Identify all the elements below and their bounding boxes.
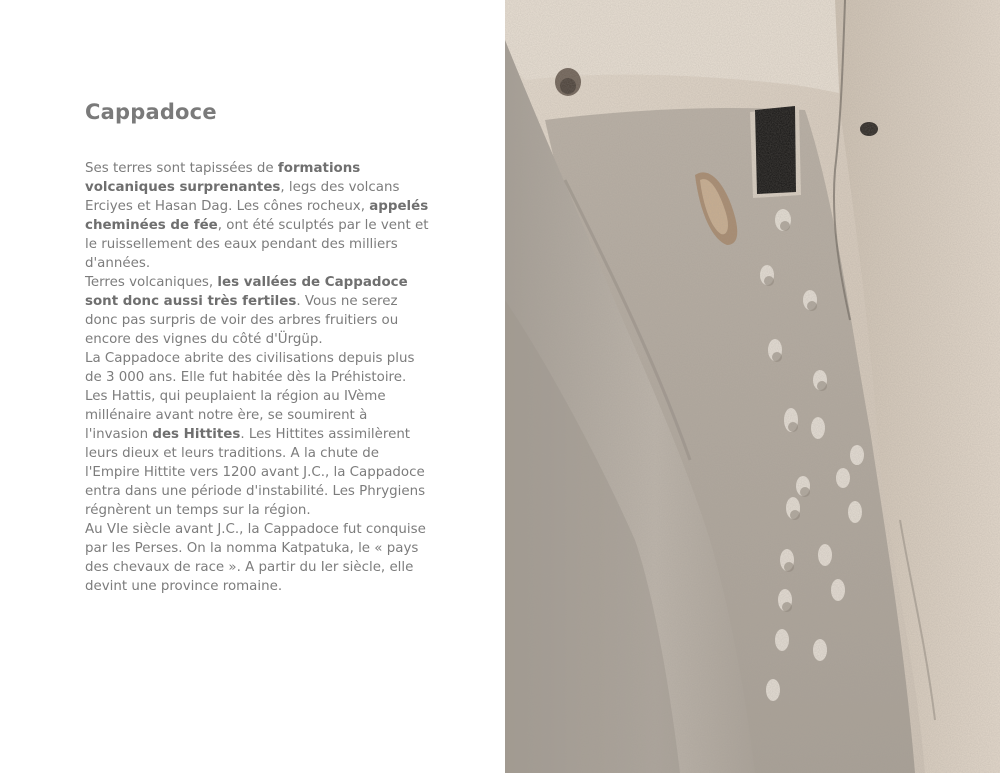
page-title: Cappadoce <box>85 100 217 124</box>
text-run: . Les Hittites assimilèrent leurs dieux et leurs traditions. A la chute de l'Empire Hittite vers 1200 avant J.C., la Cappadoce entra dans une période d'instabilité. Les Phrygiens régnèrent un temps sur la région. <box>85 427 426 518</box>
article-paragraph <box>85 349 430 520</box>
cappadocia-rock-photo <box>505 0 1000 773</box>
text-run: . Vous ne serez donc pas surpris de voir des arbres fruitiers ou encore des vignes du côté d'Ürgüp. <box>85 294 399 347</box>
text-run: , legs des volcans Erciyes et Hasan Dag. Les cônes rocheux, <box>85 180 400 214</box>
article-body <box>85 159 430 596</box>
text-run: Ses terres sont tapissées de <box>85 161 278 176</box>
article-paragraph <box>85 520 430 596</box>
article-paragraph <box>85 273 430 349</box>
bold-text: formations volcaniques surprenantes <box>85 161 361 195</box>
bold-text: des Hittites <box>152 427 241 442</box>
text-run: , ont été sculptés par le vent et le ruissellement des eaux pendant des milliers d'années. <box>85 218 429 271</box>
text-run: La Cappadoce abrite des civilisations depuis plus de 3 000 ans. Elle fut habitée dès la Préhistoire. Les Hattis, qui peuplaient la région au IVème millénaire avant notre ère, se soumirent à l'invasion <box>85 351 415 442</box>
bold-text: appelés cheminées de fée <box>85 199 429 233</box>
text-run: Au VIe siècle avant J.C., la Cappadoce fut conquise par les Perses. On la nomma Katpatuka, le « pays des chevaux de race ». A partir du Ier siècle, elle devint une province romaine. <box>85 522 426 594</box>
rock-wall-illustration <box>505 0 1000 773</box>
bold-text: les vallées de Cappadoce sont donc aussi très fertiles <box>85 275 408 309</box>
text-run: Terres volcaniques, <box>85 275 218 290</box>
article-paragraph <box>85 159 430 273</box>
